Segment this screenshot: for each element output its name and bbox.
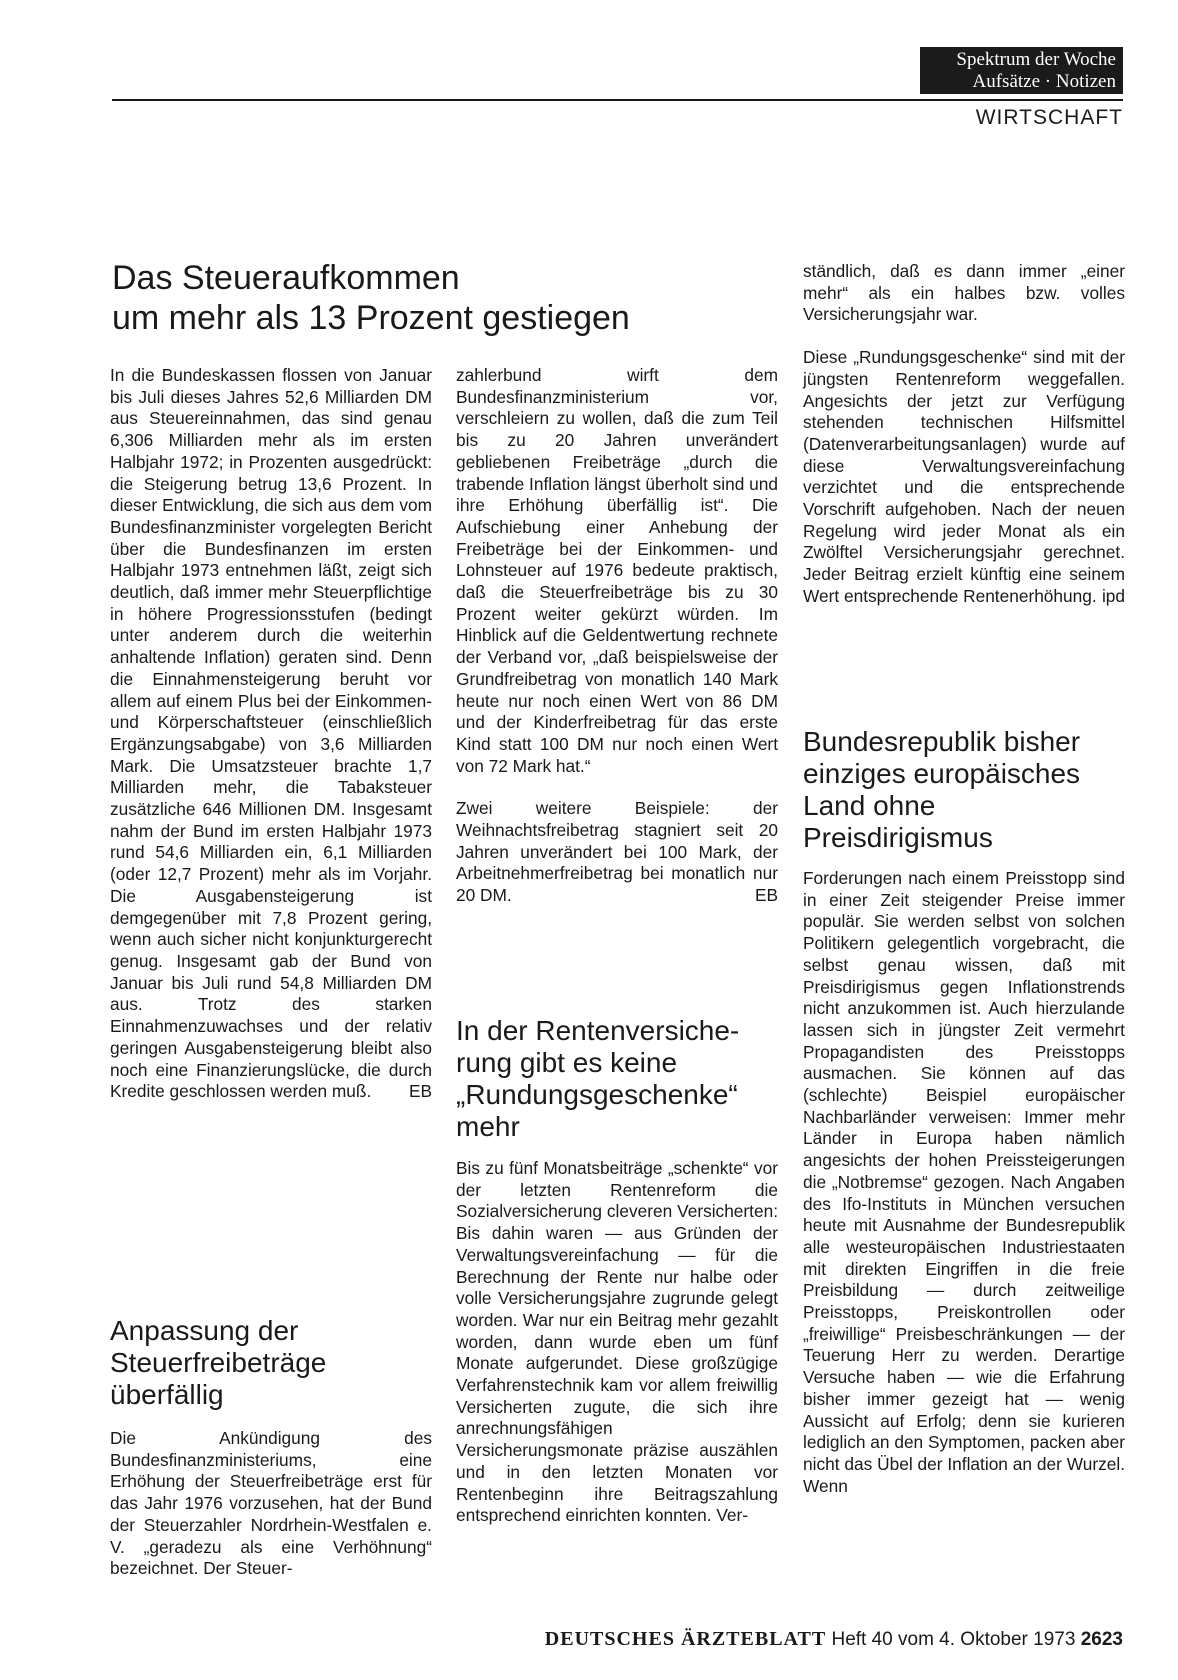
section-header-box — [920, 47, 1123, 94]
footer-issue: Heft 40 vom 4. Oktober 1973 — [831, 1629, 1076, 1650]
article3-signature: ipd — [1101, 585, 1125, 606]
article2-body-continued: zahlerbund wirft dem Bundesfinanzministerium vor, verschleiern zu wollen, daß die zum Teil bis zu 20 Jahren unverändert gebliebenen Freibeträge „durch die trabende Inflation längst überholt sind und ihre Erhöhung überfällig ist“. Die Aufschiebung einer Anhebung der Freibeträge bei der Einkommen- und Lohnsteuer auf 1976 bedeute praktisch, daß die Steuerfreibeträge bis zu 30 Prozent weiter gekürzt würden. Im Hinblick auf die Geldentwertung rechnete der Verband vor, „daß beispielsweise der Grundfreibetrag von monatlich 140 Mark heute nur noch einen Wert von 86 DM und der Kinderfreibetrag für das erste Kind statt 100 DM nur noch einen Wert von 72 Mark hat.“ — [456, 365, 778, 776]
article1-signature: EB — [408, 1081, 432, 1102]
article4-headline-line3: Land ohne — [803, 790, 936, 821]
article3-column-2 — [456, 1158, 778, 1527]
article4-headline-line2: einziges europäisches — [803, 758, 1081, 789]
header-box-line1: Spektrum der Woche — [956, 49, 1116, 70]
article3-headline-line1: In der Rentenversiche- — [456, 1015, 740, 1046]
article4-column-3 — [803, 868, 1125, 1497]
article3-headline-line2: rung gibt es keine — [456, 1047, 678, 1078]
article2-headline-line3: überfällig — [110, 1379, 224, 1410]
article2-column-1 — [110, 1428, 432, 1580]
article3-body-start: Bis zu fünf Monatsbeiträge „schenkte“ vor der letzten Rentenreform die Sozialversicherung cleveren Versicherten: Bis dahin waren — aus Gründen der Verwaltungsvereinfachung — für die Berechnung der Rente nur halbe oder volle Versicherungsjahre zugrunde gelegt worden. War nur ein Beitrag mehr gezahlt worden, dann wurde eben um fünf Monate aufgerundet. Diese großzügige Verfahrenstechnik kam vor allem freiwillig Versicherten zugute, die sich ihre anrechnungsfähigen Versicherungsmonate präzise auszählen und in den letzten Monaten vor Rentenbeginn ihre Beitragszahlung entsprechend einrichten konnten. Ver- — [456, 1158, 778, 1526]
article1-text: In die Bundeskassen flossen von Januar bis Juli dieses Jahres 52,6 Milliarden DM aus Steuereinnahmen, das sind genau 6,306 Milliarden mehr als im ersten Halbjahr 1972; in Prozenten ausgedrückt: die Steigerung betrug 13,6 Prozent. In dieser Entwicklung, die sich aus dem vom Bundesfinanzminister vorgelegten Bericht über die Bundesfinanzen im ersten Halbjahr 1973 entnehmen läßt, zeigt sich deutlich, daß immer mehr Steuerpflichtige in höhere Progressionsstufen (bedingt unter anderem durch die weiterhin anhaltende Inflation) geraten sind. Denn die Einnahmensteigerung beruht vor allem auf einem Plus bei der Einkommen- und Körperschaftsteuer (einschließlich Ergänzungsabgabe) von 3,6 Milliarden Mark. Die Umsatzsteuer brachte 1,7 Milliarden mehr, die Tabaksteuer zusätzliche 646 Millionen DM. Insgesamt nahm der Bund im ersten Halbjahr 1973 rund 54,6 Milliarden ein, 6,1 Milliarden (oder 12,7 Prozent) mehr als im Vorjahr. Die Ausgabensteigerung ist demgegenüber mit 7,8 Prozent gering, wenn auch sicher nicht konjunkturgerecht genug. Insgesamt gab der Bund von Januar bis Juli rund 54,8 Milliarden DM aus. Trotz des starken Einnahmenzuwachses und der relativ geringen Ausgabensteigerung bleibt also noch eine Finanzierungslücke, die durch Kredite geschlossen werden muß. — [110, 365, 432, 1102]
article3-headline-line4: mehr — [456, 1111, 520, 1142]
article1-headline-line2: um mehr als 13 Prozent gestiegen — [112, 299, 630, 337]
article1-body — [110, 365, 432, 1103]
article4-body: Forderungen nach einem Preisstopp sind in einer Zeit steigender Preise immer populär. Sie werden selbst von solchen Politikern gelegentlich vorgebracht, die selbst genau wissen, daß mit Preisdirigismus gegen Inflationstrends nicht anzukommen ist. Auch hierzulande lassen sich in jüngster Zeit vermehrt Propagandisten des Preisstopps ausmachen. Sie können auf das (schlechte) Beispiel europäischer Nachbarländer verweisen: Immer mehr Länder in Europa haben nämlich angesichts der hohen Preissteigerungen die „Notbremse“ gezogen. Nach Angaben des Ifo-Instituts in München versuchen heute mit Ausnahme der Bundesrepublik alle westeuropäischen Industriestaaten mit direkten Eingriffen in die freie Preisbildung — durch zeitweilige Preisstopps, Preiskontrollen oder „freiwillige“ Preisbeschränkungen — der Teuerung Herr zu werden. Derartige Versuche haben — wie die Erfahrung bisher immer gezeigt hat — wenig Aussicht auf Erfolg; denn sie kurieren lediglich an den Symptomen, packen aber nicht das Übel der Inflation an der Wurzel. Wenn — [803, 868, 1125, 1496]
article2-signature: EB — [754, 885, 778, 906]
column-2 — [456, 365, 778, 907]
article2-body-start: Die Ankündigung des Bundesfinanzministeriums, eine Erhöhung der Steuerfreibeträge erst für das Jahr 1976 vorzusehen, hat der Bund der Steuerzahler Nordrhein-Westfalen e. V. „geradezu als eine Verhöhnung“ bezeichnet. Der Steuer- — [110, 1428, 432, 1579]
article3-headline — [456, 1015, 796, 1143]
footer-page-number: 2623 — [1080, 1629, 1123, 1650]
header-rule — [112, 99, 1123, 101]
article3-headline-line3: „Rundungsgeschenke“ — [456, 1079, 738, 1110]
column-3 — [803, 261, 1125, 608]
page-footer — [478, 1628, 1123, 1651]
article4-headline-line1: Bundesrepublik bisher — [803, 726, 1081, 757]
article3-body-continued: ständlich, daß es dann immer „einer mehr“ als ein halbes bzw. volles Versicherungsjahr war. — [803, 261, 1125, 325]
article1-headline — [112, 258, 732, 338]
article2-headline-line2: Steuerfreibeträge — [110, 1347, 327, 1378]
article1-headline-line1: Das Steueraufkommen — [112, 259, 460, 297]
article3-final-text: Diese „Rundungsgeschenke“ sind mit der jüngsten Rentenreform weggefallen. Angesichts der jetzt zur Verfügung stehenden technischen Hilfsmittel (Datenverarbeitungsanlagen) wurde auf diese Verwaltungsvereinfachung verzichtet und die entsprechende Vorschrift aufgehoben. Nach der neuen Regelung wird jeder Monat als ein Zwölftel Versicherungsjahr gerechnet. Jeder Beitrag erzielt künftig eine seinem Wert entsprechende Rentenerhöhung. — [803, 347, 1125, 606]
article4-headline-line4: Preisdirigismus — [803, 822, 993, 853]
article2-headline — [110, 1315, 432, 1411]
article3-body-final — [803, 347, 1125, 607]
column-1 — [110, 365, 432, 1103]
section-label: WIRTSCHAFT — [975, 106, 1123, 129]
article2-body-examples — [456, 798, 778, 907]
article4-headline — [803, 726, 1133, 854]
header-box-line2: Aufsätze · Notizen — [972, 71, 1116, 92]
article2-examples-text: Zwei weitere Beispiele: der Weihnachtsfreibetrag stagniert seit 20 Jahren unverändert bei 100 Mark, der Arbeitnehmerfreibetrag bei monatlich nur 20 DM. — [456, 798, 778, 906]
article2-headline-line1: Anpassung der — [110, 1315, 299, 1346]
footer-journal-name: DEUTSCHES ÄRZTEBLATT — [544, 1628, 827, 1650]
